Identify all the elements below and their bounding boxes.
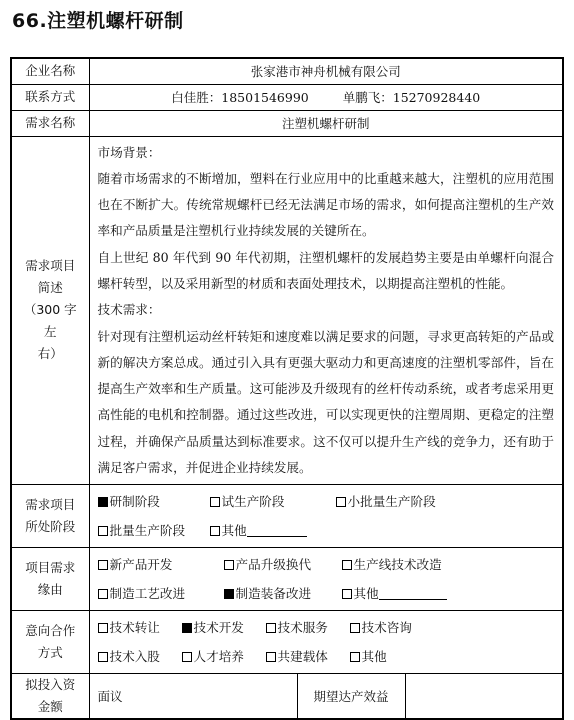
contact-label: 联系方式: [11, 84, 89, 110]
summary-paragraph: 市场背景：: [97, 144, 161, 160]
summary-paragraph: 技术需求：: [97, 302, 161, 318]
stage-option[interactable]: [210, 487, 336, 516]
checkbox[interactable]: [98, 652, 108, 662]
summary-text: [89, 136, 563, 485]
checkbox[interactable]: [182, 623, 192, 633]
fill-in-blank[interactable]: [247, 524, 307, 537]
checkbox[interactable]: [342, 560, 352, 570]
coop-option[interactable]: [98, 642, 182, 671]
summary-label-line: 简述: [37, 280, 63, 296]
coop-option[interactable]: [350, 613, 412, 642]
contact-person-1: 白佳胜：18501546990: [171, 90, 309, 105]
stage-option[interactable]: [98, 516, 210, 545]
checkbox[interactable]: [224, 589, 234, 599]
checkbox[interactable]: [224, 560, 234, 570]
reason-option[interactable]: [224, 579, 342, 608]
stage-label-line: 需求项目: [25, 497, 76, 513]
coop-option[interactable]: [266, 613, 350, 642]
invest-label-line: 拟投入资: [25, 677, 76, 693]
invest-amount: 面议: [89, 674, 297, 720]
checkbox[interactable]: [342, 589, 352, 599]
company-value: 张家港市神舟机械有限公司: [89, 58, 563, 84]
checkbox[interactable]: [182, 652, 192, 662]
stage-options: [89, 485, 563, 548]
req-name-row: [11, 110, 563, 136]
checkbox[interactable]: [98, 526, 108, 536]
option-label: 技术入股: [109, 649, 160, 665]
coop-option[interactable]: [266, 642, 350, 671]
checkbox[interactable]: [266, 623, 276, 633]
checkbox[interactable]: [350, 623, 360, 633]
stage-label: [11, 485, 89, 548]
summary-row: [11, 136, 563, 485]
invest-label-line: 金额: [37, 699, 63, 715]
checkbox[interactable]: [98, 589, 108, 599]
checkbox[interactable]: [98, 497, 108, 507]
document-title: 66.注塑机螺杆研制: [12, 10, 184, 32]
stage-label-line: 所处阶段: [25, 519, 76, 535]
reason-option[interactable]: [98, 579, 224, 608]
benefit-label: 期望达产效益: [297, 674, 405, 720]
option-label: 其他: [353, 586, 379, 602]
coop-label-line: 意向合作: [25, 623, 76, 639]
stage-row: [11, 485, 563, 548]
coop-option[interactable]: [182, 613, 266, 642]
coop-label: [11, 611, 89, 674]
checkbox[interactable]: [350, 652, 360, 662]
checkbox[interactable]: [98, 560, 108, 570]
checkbox[interactable]: [266, 652, 276, 662]
reason-options: [89, 548, 563, 611]
reason-row: [11, 548, 563, 611]
option-label: 制造装备改进: [235, 586, 312, 602]
summary-label: [11, 136, 89, 485]
option-label: 技术转让: [109, 620, 160, 636]
summary-label-line: （300 字左: [23, 302, 77, 340]
option-label: 批量生产阶段: [109, 523, 186, 539]
option-label: 技术服务: [277, 620, 328, 636]
coop-row: [11, 611, 563, 674]
fill-in-blank[interactable]: [379, 587, 447, 600]
option-label: 研制阶段: [109, 494, 160, 510]
option-label: 其他: [361, 649, 387, 665]
invest-label: [11, 674, 89, 720]
req-name-label: 需求名称: [11, 110, 89, 136]
reason-option[interactable]: [342, 579, 447, 608]
option-label: 小批量生产阶段: [347, 494, 436, 510]
benefit-value[interactable]: [405, 674, 563, 720]
contact-row: [11, 84, 563, 110]
checkbox[interactable]: [98, 623, 108, 633]
req-name-value: 注塑机螺杆研制: [89, 110, 563, 136]
stage-option[interactable]: [210, 516, 307, 545]
coop-label-line: 方式: [37, 645, 63, 661]
reason-option[interactable]: [98, 550, 224, 579]
coop-options: [89, 611, 563, 674]
option-label: 技术咨询: [361, 620, 412, 636]
summary-paragraph: 随着市场需求的不断增加，塑料在行业应用中的比重越来越大，注塑机的应用范围也在不断扩大。传统常规螺杆已经无法满足市场的需求，如何提高注塑机的生产效率和产品质量是注塑机行业持续发展的关键所在。: [97, 170, 555, 239]
checkbox[interactable]: [210, 526, 220, 536]
summary-paragraph: 自上世纪 80 年代到 90 年代初期，注塑机螺杆的发展趋势主要是由单螺杆向混合螺杆转型，以及采用新型的材质和表面处理技术，以期提高注塑机的性能。: [97, 249, 555, 291]
reason-option[interactable]: [224, 550, 342, 579]
option-label: 生产线技术改造: [353, 557, 442, 573]
reason-label-line: 缘由: [37, 582, 63, 598]
option-label: 产品升级换代: [235, 557, 312, 573]
option-label: 人才培养: [193, 649, 244, 665]
coop-option[interactable]: [182, 642, 266, 671]
company-row: [11, 58, 563, 84]
coop-option[interactable]: [98, 613, 182, 642]
option-label: 新产品开发: [109, 557, 173, 573]
reason-label-line: 项目需求: [25, 560, 76, 576]
summary-paragraph: 针对现有注塑机运动丝杆转矩和速度难以满足要求的问题，寻求更高转矩的产品或新的解决方案总成。通过引入具有更强大驱动力和更高速度的注塑机零部件，旨在提高生产效率和生产质量。这可能涉及升级现有的丝杆传动系统，或者考虑采用更高性能的电机和控制器。通过这些改进，可以实现更快的注塑周期、更稳定的注塑过程，并确保产品质量达到标准要求。这不仅可以提升生产线的竞争力，还有助于满足客户需求，并促进企业持续发展。: [97, 328, 555, 476]
contact-person-2: 单鹏飞：15270928440: [342, 90, 481, 105]
summary-label-line: 需求项目: [25, 258, 76, 274]
option-label: 其他: [221, 523, 247, 539]
contact-value: [89, 84, 563, 110]
option-label: 技术开发: [193, 620, 244, 636]
reason-label: [11, 548, 89, 611]
stage-option[interactable]: [98, 487, 210, 516]
checkbox[interactable]: [336, 497, 346, 507]
stage-option[interactable]: [336, 487, 436, 516]
requirement-form: [10, 57, 564, 720]
checkbox[interactable]: [210, 497, 220, 507]
summary-label-line: 右）: [37, 346, 63, 362]
reason-option[interactable]: [342, 550, 442, 579]
invest-row: [11, 674, 563, 720]
option-label: 制造工艺改进: [109, 586, 186, 602]
option-label: 共建载体: [277, 649, 328, 665]
company-label: 企业名称: [11, 58, 89, 84]
option-label: 试生产阶段: [221, 494, 285, 510]
coop-option[interactable]: [350, 642, 387, 671]
